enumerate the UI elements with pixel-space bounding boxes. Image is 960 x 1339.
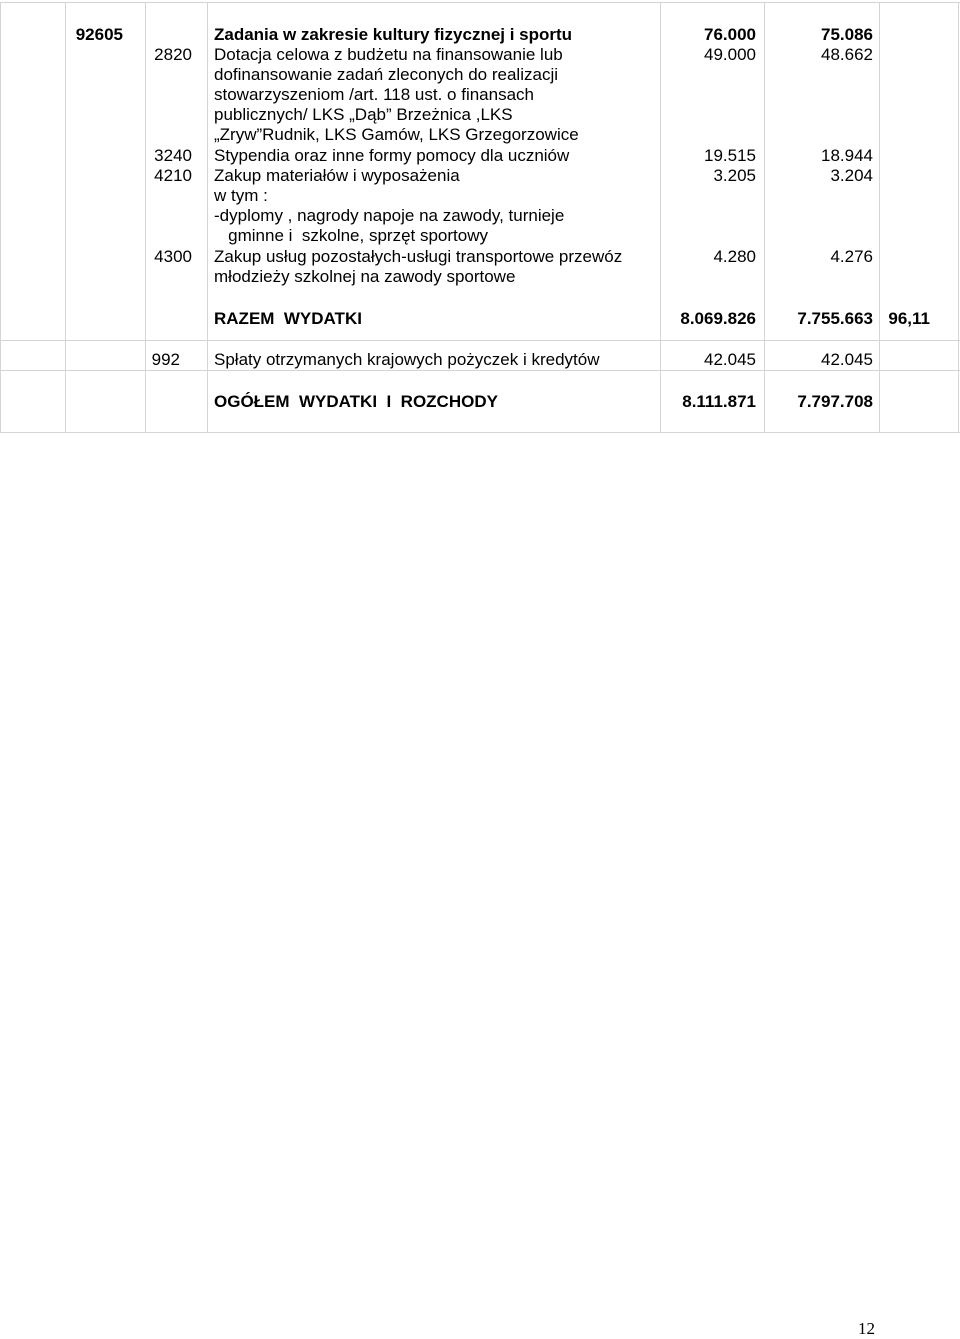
section-plan: 76.000 xyxy=(704,25,756,44)
item-code: 3240 xyxy=(154,146,192,165)
total-expenses-label: RAZEM WYDATKI xyxy=(214,309,362,328)
item-desc-line: młodzieży szkolnej na zawody sportowe xyxy=(214,267,516,286)
grid-line xyxy=(0,2,960,3)
item-code: 4210 xyxy=(154,166,192,185)
item-plan: 4.280 xyxy=(713,247,756,266)
section-code: 92605 xyxy=(75,25,123,44)
grid-line xyxy=(0,432,960,433)
item-desc-line: Dotacja celowa z budżetu na finansowanie lub xyxy=(214,45,563,64)
repayment-code: 992 xyxy=(151,350,180,369)
section-title: Zadania w zakresie kultury fizycznej i sportu xyxy=(214,25,573,44)
item-desc-line: Zakup usług pozostałych-usługi transportowe przewóz xyxy=(214,247,623,266)
item-exec: 18.944 xyxy=(821,146,873,165)
item-plan: 19.515 xyxy=(704,146,756,165)
repayment-label: Spłaty otrzymanych krajowych pożyczek i kredytów xyxy=(214,350,600,369)
repayment-plan: 42.045 xyxy=(704,350,756,369)
grid-line xyxy=(65,2,66,433)
grid-line xyxy=(0,370,960,371)
item-desc-line: Zakup materiałów i wyposażenia xyxy=(214,166,460,185)
grid-line xyxy=(879,2,880,433)
grand-total-plan: 8.111.871 xyxy=(682,392,756,411)
item-desc-line: stowarzyszeniom /art. 118 ust. o finansach xyxy=(214,85,535,104)
item-exec: 48.662 xyxy=(821,45,873,64)
item-exec: 3.204 xyxy=(830,166,873,185)
grid-line xyxy=(207,2,208,433)
total-expenses-exec: 7.755.663 xyxy=(797,309,873,328)
total-expenses-percent: 96,11 xyxy=(888,309,930,328)
grand-total-exec: 7.797.708 xyxy=(797,392,873,411)
item-plan: 49.000 xyxy=(704,45,756,64)
item-desc-line: gminne i szkolne, sprzęt sportowy xyxy=(214,226,489,245)
item-desc-line: „Zryw”Rudnik, LKS Gamów, LKS Grzegorzowice xyxy=(214,125,579,144)
item-desc-line: -dyplomy , nagrody napoje na zawody, turnieje xyxy=(214,206,565,225)
item-code: 2820 xyxy=(154,45,192,64)
item-desc-line: dofinansowanie zadań zleconych do realizacji xyxy=(214,65,558,84)
section-exec: 75.086 xyxy=(821,25,873,44)
item-desc-line: w tym : xyxy=(214,186,268,205)
page-number: 12 xyxy=(858,1319,875,1338)
item-desc-line: publicznych/ LKS „Dąb” Brzeżnica ,LKS xyxy=(214,105,513,124)
item-code: 4300 xyxy=(154,247,192,266)
grid-line xyxy=(958,2,959,433)
item-plan: 3.205 xyxy=(713,166,756,185)
repayment-exec: 42.045 xyxy=(821,350,873,369)
item-exec: 4.276 xyxy=(830,247,873,266)
grid-line xyxy=(0,2,1,433)
total-expenses-plan: 8.069.826 xyxy=(680,309,756,328)
item-desc-line: Stypendia oraz inne formy pomocy dla uczniów xyxy=(214,146,570,165)
grand-total-label: OGÓŁEM WYDATKI I ROZCHODY xyxy=(214,392,498,411)
grid-line xyxy=(0,340,960,341)
